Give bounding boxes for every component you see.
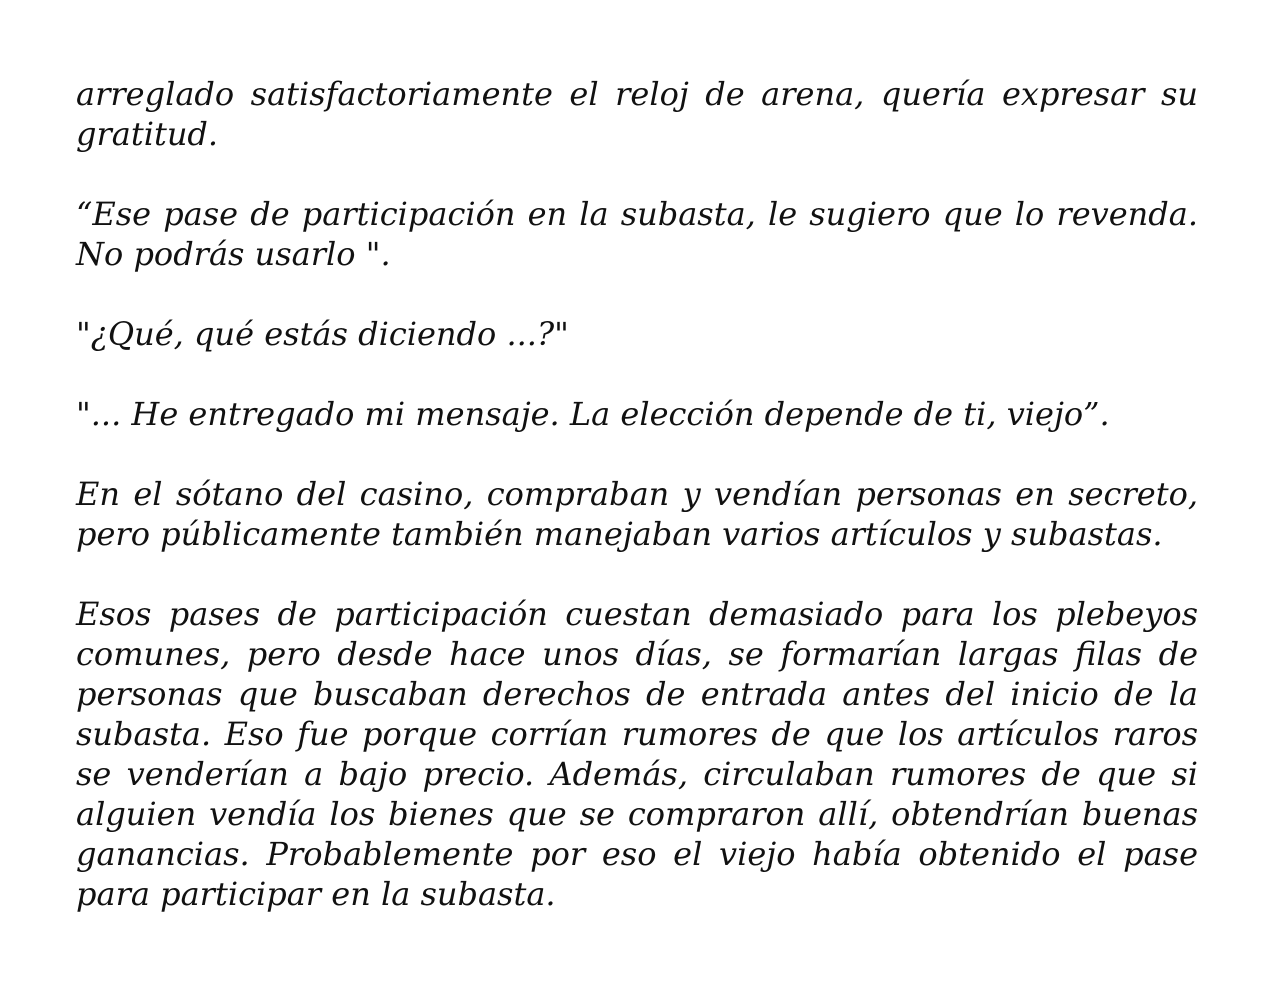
paragraph-auction-passes: Esos pases de participación cuestan demasiado para los plebeyos comunes, pero desde hace unos días, se formarían largas filas de personas que buscaban derechos de entrada antes del inicio de la subasta. Eso fue porque corrían rumores de que los artículos raros se venderían a bajo precio. Además, circulaban rumores de que si alguien vendía los bienes que se compraron allí, obtendrían buenas ganancias. Probablemente por eso el viejo había obtenido el pase para participar en la subasta. xyxy=(76,595,1198,913)
document-page xyxy=(76,74,1198,914)
paragraph-resell-advice: “Ese pase de participación en la subasta, le sugiero que lo revenda. No podrás usarlo ". xyxy=(76,195,1198,273)
paragraph-casino-basement: En el sótano del casino, compraban y vendían personas en secreto, pero públicamente también manejaban varios artículos y subastas. xyxy=(76,475,1198,553)
paragraph-gratitude: arreglado satisfactoriamente el reloj de arena, quería expresar su gratitud. xyxy=(76,75,1198,153)
paragraph-question: "¿Qué, qué estás diciendo ...?" xyxy=(76,315,569,353)
paragraph-message-delivered: "... He entregado mi mensaje. La elección depende de ti, viejo”. xyxy=(76,395,1110,433)
